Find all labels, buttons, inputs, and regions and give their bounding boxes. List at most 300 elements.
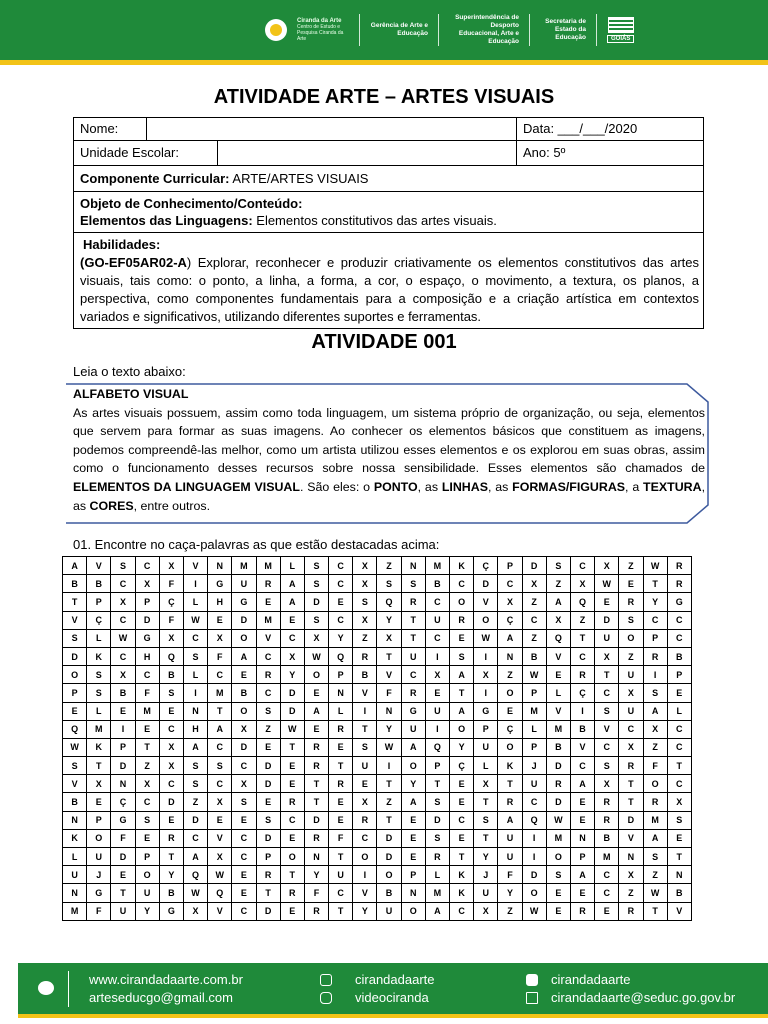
grid-cell[interactable]: E (401, 829, 425, 847)
grid-cell[interactable]: Ç (87, 611, 111, 629)
grid-cell[interactable]: A (183, 738, 207, 756)
grid-cell[interactable]: X (474, 902, 498, 920)
grid-cell[interactable]: E (135, 829, 159, 847)
grid-cell[interactable]: C (450, 575, 474, 593)
grid-cell[interactable]: Y (135, 902, 159, 920)
grid-cell[interactable]: M (87, 720, 111, 738)
grid-cell[interactable]: Q (546, 629, 570, 647)
grid-cell[interactable]: C (208, 775, 232, 793)
grid-cell[interactable]: T (619, 775, 643, 793)
grid-cell[interactable]: N (619, 848, 643, 866)
grid-cell[interactable]: R (159, 829, 183, 847)
grid-cell[interactable]: C (159, 720, 183, 738)
grid-cell[interactable]: E (353, 775, 377, 793)
grid-cell[interactable]: T (329, 848, 353, 866)
grid-cell[interactable]: T (667, 757, 691, 775)
grid-cell[interactable]: I (425, 647, 449, 665)
grid-cell[interactable]: D (280, 702, 304, 720)
grid-cell[interactable]: B (522, 647, 546, 665)
grid-cell[interactable]: E (111, 702, 135, 720)
grid-cell[interactable]: V (183, 557, 207, 575)
grid-cell[interactable]: A (643, 702, 667, 720)
grid-cell[interactable]: I (474, 647, 498, 665)
grid-cell[interactable]: U (135, 884, 159, 902)
grid-cell[interactable]: A (498, 629, 522, 647)
grid-cell[interactable]: R (304, 829, 328, 847)
grid-cell[interactable]: X (498, 593, 522, 611)
school-field[interactable] (217, 140, 517, 166)
grid-cell[interactable]: D (256, 902, 280, 920)
grid-cell[interactable]: M (643, 811, 667, 829)
grid-cell[interactable]: C (595, 684, 619, 702)
grid-cell[interactable]: X (159, 757, 183, 775)
grid-cell[interactable]: W (522, 902, 546, 920)
grid-cell[interactable]: T (619, 793, 643, 811)
grid-cell[interactable]: C (522, 611, 546, 629)
grid-cell[interactable]: O (353, 848, 377, 866)
grid-cell[interactable]: E (280, 757, 304, 775)
grid-cell[interactable]: C (619, 720, 643, 738)
grid-cell[interactable]: R (643, 647, 667, 665)
grid-cell[interactable]: R (304, 738, 328, 756)
grid-cell[interactable]: B (595, 829, 619, 847)
grid-cell[interactable]: K (498, 757, 522, 775)
grid-cell[interactable]: U (232, 575, 256, 593)
grid-cell[interactable]: R (667, 557, 691, 575)
grid-cell[interactable]: D (595, 611, 619, 629)
grid-cell[interactable]: C (595, 738, 619, 756)
grid-cell[interactable]: L (329, 702, 353, 720)
grid-cell[interactable]: G (401, 702, 425, 720)
grid-cell[interactable]: C (425, 629, 449, 647)
grid-cell[interactable]: O (643, 775, 667, 793)
grid-cell[interactable]: T (401, 611, 425, 629)
grid-cell[interactable]: P (425, 757, 449, 775)
grid-cell[interactable]: V (619, 829, 643, 847)
grid-cell[interactable]: C (570, 557, 594, 575)
grid-cell[interactable]: F (159, 611, 183, 629)
grid-cell[interactable]: S (425, 829, 449, 847)
grid-cell[interactable]: R (450, 611, 474, 629)
grid-cell[interactable]: C (256, 684, 280, 702)
grid-cell[interactable]: L (280, 557, 304, 575)
grid-cell[interactable]: B (353, 666, 377, 684)
grid-cell[interactable]: N (63, 884, 87, 902)
grid-cell[interactable]: T (304, 775, 328, 793)
grid-cell[interactable]: R (619, 902, 643, 920)
grid-cell[interactable]: X (522, 575, 546, 593)
grid-cell[interactable]: P (63, 684, 87, 702)
grid-cell[interactable]: F (135, 684, 159, 702)
grid-cell[interactable]: A (450, 666, 474, 684)
grid-cell[interactable]: E (232, 666, 256, 684)
grid-cell[interactable]: Z (619, 557, 643, 575)
grid-cell[interactable]: K (450, 884, 474, 902)
grid-cell[interactable]: W (474, 629, 498, 647)
grid-cell[interactable]: Y (450, 738, 474, 756)
grid-cell[interactable]: E (570, 884, 594, 902)
grid-cell[interactable]: A (450, 702, 474, 720)
grid-cell[interactable]: S (643, 684, 667, 702)
grid-cell[interactable]: P (522, 738, 546, 756)
grid-cell[interactable]: T (87, 757, 111, 775)
grid-cell[interactable]: S (425, 793, 449, 811)
grid-cell[interactable]: C (522, 793, 546, 811)
grid-cell[interactable]: C (570, 757, 594, 775)
grid-cell[interactable]: Q (425, 738, 449, 756)
grid-cell[interactable]: X (619, 738, 643, 756)
grid-cell[interactable]: S (595, 702, 619, 720)
grid-cell[interactable]: L (667, 702, 691, 720)
grid-cell[interactable]: T (570, 629, 594, 647)
grid-cell[interactable]: X (667, 793, 691, 811)
grid-cell[interactable]: Y (377, 720, 401, 738)
grid-cell[interactable]: T (304, 793, 328, 811)
grid-cell[interactable]: D (256, 829, 280, 847)
grid-cell[interactable]: B (159, 666, 183, 684)
grid-cell[interactable]: R (256, 866, 280, 884)
grid-cell[interactable]: T (401, 629, 425, 647)
grid-cell[interactable]: X (135, 575, 159, 593)
grid-cell[interactable]: C (232, 757, 256, 775)
grid-cell[interactable]: D (63, 647, 87, 665)
grid-cell[interactable]: U (425, 611, 449, 629)
grid-cell[interactable]: D (232, 611, 256, 629)
grid-cell[interactable]: V (353, 884, 377, 902)
grid-cell[interactable]: Q (183, 866, 207, 884)
grid-cell[interactable]: C (570, 647, 594, 665)
grid-cell[interactable]: R (304, 757, 328, 775)
grid-cell[interactable]: X (111, 593, 135, 611)
grid-cell[interactable]: B (159, 884, 183, 902)
grid-cell[interactable]: L (87, 629, 111, 647)
grid-cell[interactable]: O (619, 629, 643, 647)
grid-cell[interactable]: X (595, 557, 619, 575)
grid-cell[interactable]: A (498, 811, 522, 829)
grid-cell[interactable]: E (546, 884, 570, 902)
grid-cell[interactable]: U (87, 848, 111, 866)
grid-cell[interactable]: L (183, 593, 207, 611)
grid-cell[interactable]: E (425, 684, 449, 702)
grid-cell[interactable]: V (546, 702, 570, 720)
grid-cell[interactable]: Y (159, 866, 183, 884)
grid-cell[interactable]: S (401, 575, 425, 593)
grid-cell[interactable]: T (377, 775, 401, 793)
grid-cell[interactable]: M (425, 557, 449, 575)
grid-cell[interactable]: W (304, 647, 328, 665)
grid-cell[interactable]: P (667, 666, 691, 684)
grid-cell[interactable]: I (570, 702, 594, 720)
grid-cell[interactable]: B (667, 647, 691, 665)
grid-cell[interactable]: T (643, 575, 667, 593)
grid-cell[interactable]: R (425, 848, 449, 866)
grid-cell[interactable]: Q (522, 811, 546, 829)
grid-cell[interactable]: T (450, 684, 474, 702)
grid-cell[interactable]: O (401, 757, 425, 775)
grid-cell[interactable]: U (111, 902, 135, 920)
grid-cell[interactable]: R (643, 793, 667, 811)
grid-cell[interactable]: U (595, 629, 619, 647)
grid-cell[interactable]: Ç (498, 611, 522, 629)
grid-cell[interactable]: C (159, 775, 183, 793)
grid-cell[interactable]: F (159, 575, 183, 593)
grid-cell[interactable]: W (643, 557, 667, 575)
grid-cell[interactable]: A (570, 775, 594, 793)
grid-cell[interactable]: I (183, 575, 207, 593)
grid-cell[interactable]: E (595, 593, 619, 611)
grid-cell[interactable]: R (353, 811, 377, 829)
grid-cell[interactable]: V (667, 902, 691, 920)
grid-cell[interactable]: V (474, 593, 498, 611)
grid-cell[interactable]: T (450, 848, 474, 866)
grid-cell[interactable]: D (304, 593, 328, 611)
grid-cell[interactable]: D (546, 793, 570, 811)
grid-cell[interactable]: L (474, 757, 498, 775)
grid-cell[interactable]: X (159, 629, 183, 647)
grid-cell[interactable]: S (304, 557, 328, 575)
grid-cell[interactable]: T (474, 829, 498, 847)
grid-cell[interactable]: B (667, 884, 691, 902)
grid-cell[interactable]: X (208, 629, 232, 647)
grid-cell[interactable]: E (329, 793, 353, 811)
grid-cell[interactable]: T (135, 738, 159, 756)
grid-cell[interactable]: T (256, 884, 280, 902)
grid-cell[interactable]: M (135, 702, 159, 720)
grid-cell[interactable]: R (256, 666, 280, 684)
grid-cell[interactable]: N (111, 775, 135, 793)
grid-cell[interactable]: R (619, 757, 643, 775)
grid-cell[interactable]: C (111, 611, 135, 629)
grid-cell[interactable]: R (329, 720, 353, 738)
grid-cell[interactable]: X (87, 775, 111, 793)
grid-cell[interactable]: P (474, 720, 498, 738)
grid-cell[interactable]: Y (280, 666, 304, 684)
grid-cell[interactable]: C (183, 829, 207, 847)
grid-cell[interactable]: X (159, 557, 183, 575)
grid-cell[interactable]: S (63, 757, 87, 775)
grid-cell[interactable]: Z (643, 738, 667, 756)
grid-cell[interactable]: S (256, 702, 280, 720)
grid-cell[interactable]: Q (208, 884, 232, 902)
grid-cell[interactable]: Y (329, 629, 353, 647)
grid-cell[interactable]: E (256, 593, 280, 611)
grid-cell[interactable]: C (135, 666, 159, 684)
grid-cell[interactable]: A (208, 720, 232, 738)
grid-cell[interactable]: D (474, 575, 498, 593)
grid-cell[interactable]: P (401, 866, 425, 884)
grid-cell[interactable]: E (304, 684, 328, 702)
grid-cell[interactable]: I (522, 829, 546, 847)
grid-cell[interactable]: C (667, 629, 691, 647)
grid-cell[interactable]: D (619, 811, 643, 829)
grid-cell[interactable]: A (546, 593, 570, 611)
grid-cell[interactable]: Q (63, 720, 87, 738)
grid-cell[interactable]: E (280, 611, 304, 629)
grid-cell[interactable]: H (135, 647, 159, 665)
grid-cell[interactable]: U (498, 829, 522, 847)
grid-cell[interactable]: V (208, 829, 232, 847)
grid-cell[interactable]: X (570, 575, 594, 593)
grid-cell[interactable]: T (159, 848, 183, 866)
grid-cell[interactable]: B (425, 575, 449, 593)
grid-cell[interactable]: O (498, 684, 522, 702)
grid-cell[interactable]: X (474, 775, 498, 793)
grid-cell[interactable]: O (450, 593, 474, 611)
grid-cell[interactable]: M (256, 557, 280, 575)
grid-cell[interactable]: Y (474, 848, 498, 866)
grid-cell[interactable]: E (329, 593, 353, 611)
grid-cell[interactable]: C (425, 593, 449, 611)
grid-cell[interactable]: C (450, 902, 474, 920)
grid-cell[interactable]: V (595, 720, 619, 738)
grid-cell[interactable]: O (63, 666, 87, 684)
grid-cell[interactable]: D (111, 757, 135, 775)
grid-cell[interactable]: D (232, 738, 256, 756)
grid-cell[interactable]: U (619, 666, 643, 684)
grid-cell[interactable]: E (280, 829, 304, 847)
grid-cell[interactable]: I (111, 720, 135, 738)
grid-cell[interactable]: T (425, 775, 449, 793)
grid-cell[interactable]: X (546, 611, 570, 629)
grid-cell[interactable]: X (183, 902, 207, 920)
grid-cell[interactable]: R (280, 884, 304, 902)
grid-cell[interactable]: C (111, 575, 135, 593)
grid-cell[interactable]: Q (159, 647, 183, 665)
grid-cell[interactable]: S (111, 557, 135, 575)
grid-cell[interactable]: X (208, 793, 232, 811)
grid-cell[interactable]: P (522, 684, 546, 702)
grid-cell[interactable]: E (595, 902, 619, 920)
grid-cell[interactable]: I (183, 684, 207, 702)
grid-cell[interactable]: V (377, 666, 401, 684)
grid-cell[interactable]: S (546, 866, 570, 884)
grid-cell[interactable]: S (377, 575, 401, 593)
grid-cell[interactable]: X (619, 866, 643, 884)
grid-cell[interactable]: A (425, 902, 449, 920)
grid-cell[interactable]: E (256, 793, 280, 811)
grid-cell[interactable]: R (280, 793, 304, 811)
grid-cell[interactable]: C (329, 611, 353, 629)
grid-cell[interactable]: K (87, 738, 111, 756)
grid-cell[interactable]: T (498, 775, 522, 793)
grid-cell[interactable]: A (183, 848, 207, 866)
grid-cell[interactable]: Ç (450, 757, 474, 775)
footer-instagram[interactable]: cirandadaarte (355, 972, 435, 987)
grid-cell[interactable]: Z (546, 575, 570, 593)
grid-cell[interactable]: Ç (570, 684, 594, 702)
grid-cell[interactable]: H (183, 720, 207, 738)
grid-cell[interactable]: R (401, 684, 425, 702)
grid-cell[interactable]: M (595, 848, 619, 866)
grid-cell[interactable]: C (329, 575, 353, 593)
grid-cell[interactable]: M (546, 720, 570, 738)
grid-cell[interactable]: O (450, 720, 474, 738)
grid-cell[interactable]: R (570, 666, 594, 684)
grid-cell[interactable]: D (256, 775, 280, 793)
grid-cell[interactable]: G (667, 593, 691, 611)
grid-cell[interactable]: C (256, 647, 280, 665)
grid-cell[interactable]: U (329, 866, 353, 884)
grid-cell[interactable]: N (183, 702, 207, 720)
grid-cell[interactable]: B (546, 738, 570, 756)
grid-cell[interactable]: W (546, 811, 570, 829)
grid-cell[interactable]: I (353, 702, 377, 720)
grid-cell[interactable]: C (280, 811, 304, 829)
grid-cell[interactable]: N (667, 866, 691, 884)
grid-cell[interactable]: W (522, 666, 546, 684)
grid-cell[interactable]: Y (353, 902, 377, 920)
grid-cell[interactable]: K (87, 647, 111, 665)
grid-cell[interactable]: X (377, 629, 401, 647)
grid-cell[interactable]: D (280, 684, 304, 702)
grid-cell[interactable]: W (208, 866, 232, 884)
grid-cell[interactable]: M (63, 902, 87, 920)
grid-cell[interactable]: S (619, 611, 643, 629)
grid-cell[interactable]: C (183, 629, 207, 647)
grid-cell[interactable]: P (329, 666, 353, 684)
grid-cell[interactable]: G (159, 902, 183, 920)
grid-cell[interactable]: R (667, 575, 691, 593)
grid-cell[interactable]: I (643, 666, 667, 684)
grid-cell[interactable]: E (159, 702, 183, 720)
grid-cell[interactable]: C (232, 902, 256, 920)
grid-cell[interactable]: V (256, 629, 280, 647)
grid-cell[interactable]: Z (643, 866, 667, 884)
grid-cell[interactable]: F (329, 829, 353, 847)
grid-cell[interactable]: S (667, 811, 691, 829)
grid-cell[interactable]: I (425, 720, 449, 738)
grid-cell[interactable]: B (63, 793, 87, 811)
grid-cell[interactable]: E (87, 793, 111, 811)
grid-cell[interactable]: C (135, 557, 159, 575)
grid-cell[interactable]: L (425, 866, 449, 884)
grid-cell[interactable]: W (183, 611, 207, 629)
grid-cell[interactable]: A (232, 647, 256, 665)
grid-cell[interactable]: Ç (159, 593, 183, 611)
grid-cell[interactable]: T (280, 866, 304, 884)
grid-cell[interactable]: X (208, 848, 232, 866)
grid-cell[interactable]: T (667, 848, 691, 866)
grid-cell[interactable]: X (280, 647, 304, 665)
grid-cell[interactable]: W (183, 884, 207, 902)
footer-website[interactable]: www.cirandadaarte.com.br (89, 972, 243, 987)
grid-cell[interactable]: O (280, 848, 304, 866)
grid-cell[interactable]: R (570, 902, 594, 920)
grid-cell[interactable]: C (667, 611, 691, 629)
grid-cell[interactable]: T (111, 884, 135, 902)
grid-cell[interactable]: D (377, 848, 401, 866)
grid-cell[interactable]: T (377, 811, 401, 829)
grid-cell[interactable]: I (474, 684, 498, 702)
grid-cell[interactable]: X (425, 666, 449, 684)
grid-cell[interactable]: T (643, 902, 667, 920)
grid-cell[interactable]: P (643, 629, 667, 647)
grid-cell[interactable]: D (183, 811, 207, 829)
grid-cell[interactable]: T (329, 902, 353, 920)
grid-cell[interactable]: C (232, 848, 256, 866)
grid-cell[interactable]: D (377, 829, 401, 847)
grid-cell[interactable]: T (63, 593, 87, 611)
grid-cell[interactable]: Z (498, 666, 522, 684)
grid-cell[interactable]: F (304, 884, 328, 902)
grid-cell[interactable]: Z (353, 629, 377, 647)
grid-cell[interactable]: S (304, 575, 328, 593)
grid-cell[interactable]: E (280, 775, 304, 793)
grid-cell[interactable]: E (63, 702, 87, 720)
grid-cell[interactable]: E (208, 611, 232, 629)
grid-cell[interactable]: U (474, 884, 498, 902)
grid-cell[interactable]: E (401, 811, 425, 829)
